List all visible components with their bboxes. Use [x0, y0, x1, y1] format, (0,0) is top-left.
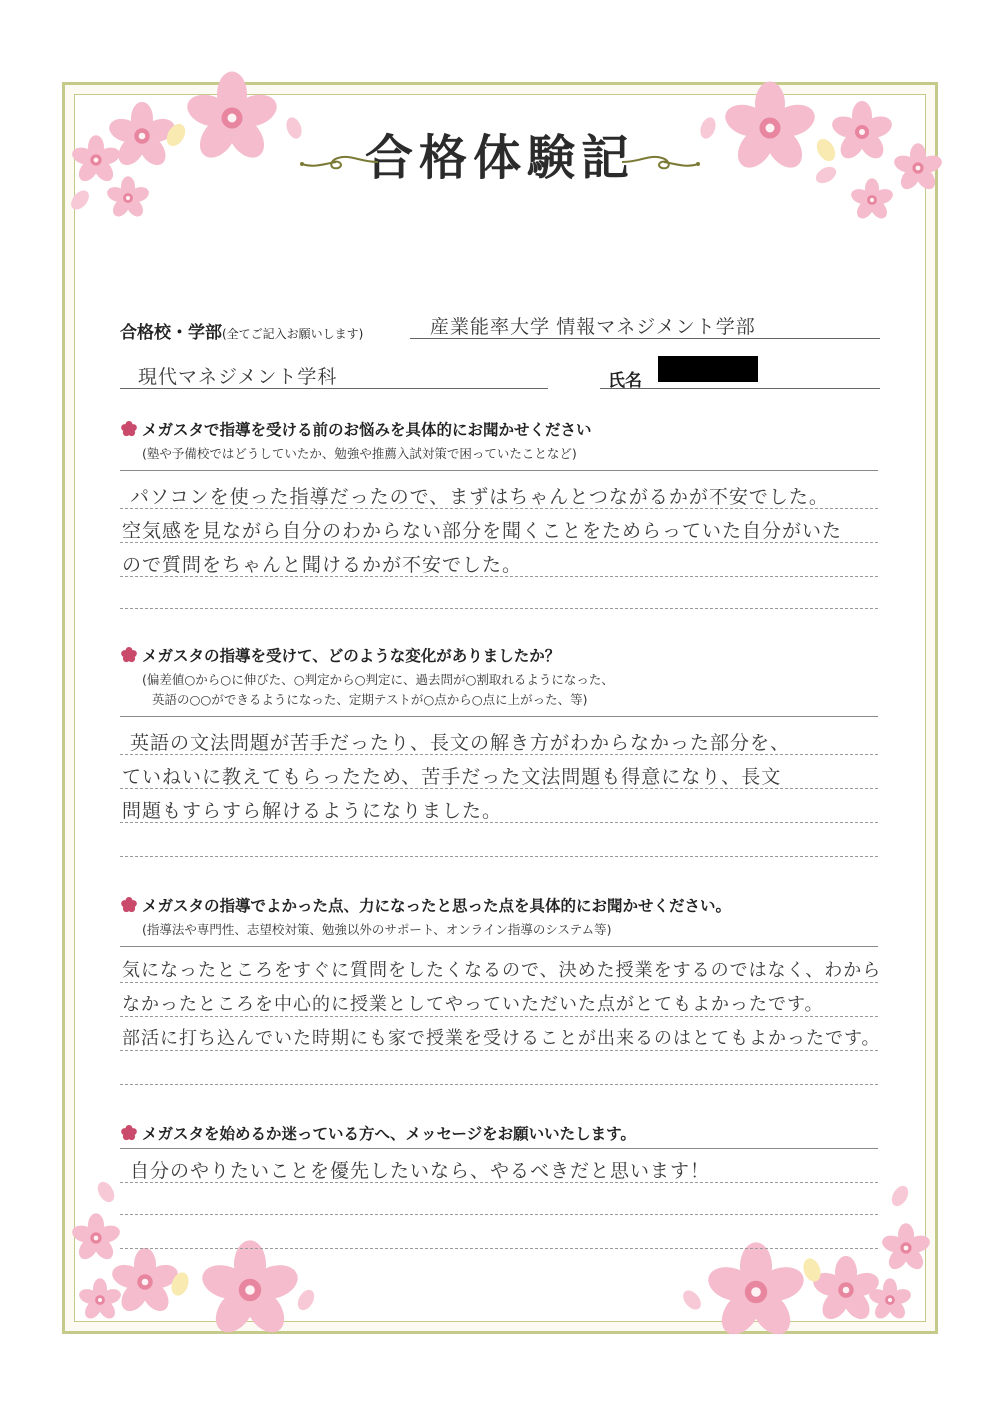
question-2-sub-2: 英語の○○ができるようになった、定期テストが○点から○点に上がった、等) — [152, 692, 588, 707]
q3-rule-2 — [120, 1016, 878, 1017]
school-value-line2: 現代マネジメント学科 — [138, 367, 338, 388]
school-underline-1 — [410, 338, 880, 339]
q2-rule-1 — [120, 754, 878, 755]
q4-rule-1 — [120, 1182, 878, 1183]
school-underline-2 — [120, 388, 548, 389]
name-underline — [600, 388, 880, 389]
question-2-sub-1: (偏差値○から○に伸びた、○判定から○判定に、過去問が○割取れるようになった、 — [142, 672, 614, 687]
q4-answer-line-1: 自分のやりたいことを優先したいなら、やるべきだと思います！ — [130, 1161, 711, 1182]
q3-rule-1 — [120, 982, 878, 983]
q3-rule-4 — [120, 1084, 878, 1085]
q3-rule-3 — [120, 1050, 878, 1051]
q2-answer-line-2: ていねいに教えてもらったため、苦手だった文法問題も得意になり、長文 — [122, 767, 782, 788]
q3-answer-line-3: 部活に打ち込んでいた時期にも家で授業を受けることが出来るのはとてもよかったです。 — [122, 1028, 881, 1048]
q2-rule-top — [120, 716, 878, 717]
school-value-line1: 産業能率大学 情報マネジメント学部 — [430, 317, 756, 338]
q3-rule-top — [120, 946, 878, 947]
question-1-sub: (塾や予備校ではどうしていたか、勉強や推薦入試対策で困っていたことなど) — [142, 446, 577, 461]
name-redaction — [658, 356, 758, 382]
blossom-bullet-icon — [120, 1125, 138, 1141]
q2-answer-line-3: 問題もすらすら解けるようになりました。 — [122, 801, 503, 822]
name-label: 氏名 — [608, 371, 642, 391]
q3-answer-line-1: 気になったところをすぐに質問をしたくなるので、決めた授業をするのではなく、わから — [122, 960, 882, 980]
q2-answer-line-1: 英語の文法問題が苦手だったり、長文の解き方がわからなかった部分を、 — [130, 733, 791, 754]
question-1-text: メガスタで指導を受ける前のお悩みを具体的にお聞かせください — [142, 421, 592, 439]
school-label-row — [120, 318, 363, 343]
q1-answer-line-2: 空気感を見ながら自分のわからない部分を聞くことをためらっていた自分がいた — [122, 521, 843, 542]
blossom-bullet-icon — [120, 897, 138, 913]
question-2-heading — [120, 644, 560, 666]
q4-rule-3 — [120, 1248, 878, 1249]
q1-rule-3 — [120, 576, 878, 577]
q4-rule-top — [120, 1148, 878, 1149]
question-3-text: メガスタの指導でよかった点、力になったと思った点を具体的にお聞かせください。 — [142, 897, 732, 915]
q2-rule-4 — [120, 856, 878, 857]
question-4-text: メガスタを始めるか迷っている方へ、メッセージをお願いいたします。 — [142, 1125, 636, 1143]
q4-rule-2 — [120, 1214, 878, 1215]
school-label: 合格校・学部 — [120, 323, 222, 343]
question-4-heading — [120, 1122, 636, 1144]
q1-rule-4 — [120, 608, 878, 609]
right-swirl-ornament — [620, 150, 700, 174]
left-swirl-ornament — [300, 150, 380, 174]
q1-rule-1 — [120, 508, 878, 509]
question-1-heading — [120, 418, 592, 440]
blossom-bullet-icon — [120, 647, 138, 663]
q1-answer-line-1: パソコンを使った指導だったので、まずはちゃんとつながるかが不安でした。 — [130, 487, 829, 508]
q1-rule-2 — [120, 542, 878, 543]
q1-rule-top — [120, 470, 878, 471]
school-note: (全てご記入お願いします) — [222, 327, 364, 341]
page-title: 合格体験記 — [364, 130, 635, 186]
q1-answer-line-3: ので質問をちゃんと聞けるかが不安でした。 — [122, 555, 523, 576]
question-3-sub: (指導法や専門性、志望校対策、勉強以外のサポート、オンライン指導のシステム等) — [142, 922, 612, 937]
question-3-heading — [120, 894, 731, 916]
q2-rule-2 — [120, 788, 878, 789]
q3-answer-line-2: なかったところを中心的に授業としてやっていただいた点がとてもよかったです。 — [122, 994, 824, 1014]
blossom-bullet-icon — [120, 421, 138, 437]
question-2-text: メガスタの指導を受けて、どのような変化がありましたか？ — [142, 647, 561, 665]
q2-rule-3 — [120, 822, 878, 823]
